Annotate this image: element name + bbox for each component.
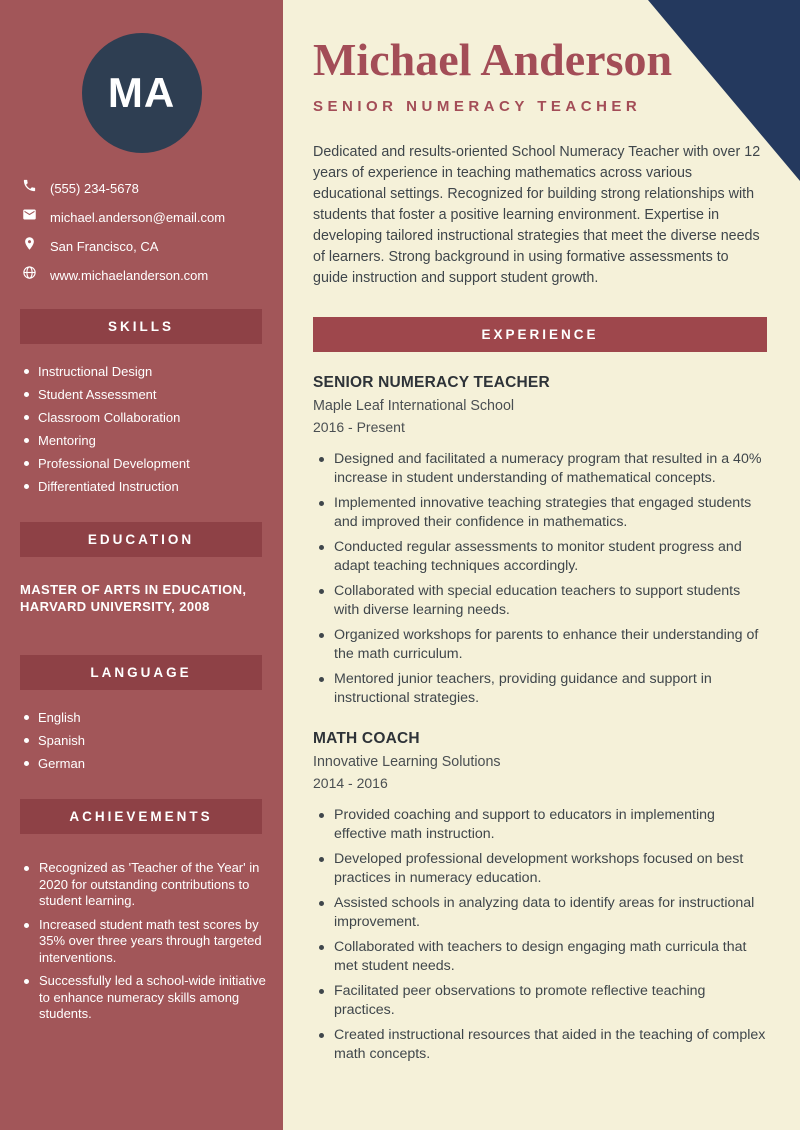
job-bullet: Mentored junior teachers, providing guidance and support in instructional strategies.: [313, 670, 767, 708]
email-address: michael.anderson@email.com: [50, 209, 226, 225]
language-section-header: [20, 655, 262, 690]
skill-item: Differentiated Instruction: [24, 479, 275, 494]
location-icon: [22, 236, 37, 256]
avatar: [82, 33, 202, 153]
achievement-item: Recognized as 'Teacher of the Year' in 2020 for outstanding contributions to student learning.: [24, 860, 273, 910]
globe-icon: [22, 265, 37, 285]
email-icon: [22, 207, 37, 227]
skills-section-header: [20, 309, 262, 344]
job-bullet: Assisted schools in analyzing data to identify areas for instructional improvement.: [313, 894, 767, 932]
job-bullet: Provided coaching and support to educators in implementing effective math instruction.: [313, 806, 767, 844]
experience-entry: [313, 374, 767, 708]
skill-item: Classroom Collaboration: [24, 410, 275, 425]
job-bullet: Facilitated peer observations to promote reflective teaching practices.: [313, 982, 767, 1020]
experience-title: EXPERIENCE: [481, 327, 599, 343]
achievements-section-header: [20, 799, 262, 834]
page-title: Michael Anderson: [313, 34, 673, 85]
skills-list: [24, 364, 275, 494]
contact-section: [22, 180, 283, 283]
skill-item: Professional Development: [24, 456, 275, 471]
main-column: [283, 0, 800, 1130]
job-bullet: Collaborated with teachers to design engaging math curricula that met student needs.: [313, 938, 767, 976]
contact-location: [22, 238, 283, 254]
contact-website: [22, 267, 283, 283]
job-headline: SENIOR NUMERACY TEACHER: [313, 98, 642, 116]
experience-entry: [313, 730, 767, 1064]
education-degree: MASTER OF ARTS IN EDUCATION, HARVARD UNIVERSITY, 2008: [20, 582, 247, 614]
skills-title: SKILLS: [107, 319, 174, 334]
skill-item: Student Assessment: [24, 387, 275, 402]
job-bullet: Developed professional development workshops focused on best practices in numeracy education.: [313, 850, 767, 888]
avatar-initials: MA: [107, 69, 176, 116]
job-dates: 2016 - Present: [313, 419, 405, 436]
job-dates: 2014 - 2016: [313, 775, 388, 792]
phone-number: (555) 234-5678: [50, 180, 139, 196]
sidebar: [0, 0, 283, 1130]
job-bullet: Collaborated with special education teachers to support students with diverse learning needs.: [313, 582, 767, 620]
job-bullet-list: [313, 806, 767, 1064]
experience-section-header: [313, 317, 767, 352]
skill-item: Instructional Design: [24, 364, 275, 379]
education-title: EDUCATION: [87, 532, 195, 547]
job-bullet: Implemented innovative teaching strategies that engaged students and improved their confidence in mathematics.: [313, 494, 767, 532]
job-company: Maple Leaf International School: [313, 398, 515, 415]
achievements-list: [24, 860, 273, 1023]
language-list: [24, 710, 275, 771]
achievements-title: ACHIEVEMENTS: [69, 809, 213, 824]
website-url: www.michaelanderson.com: [50, 267, 209, 283]
job-bullet: Organized workshops for parents to enhance their understanding of the math curriculum.: [313, 626, 767, 664]
language-item: English: [24, 710, 275, 725]
achievement-item: Successfully led a school-wide initiative to enhance numeracy skills among students.: [24, 973, 273, 1023]
job-role: MATH COACH: [313, 730, 420, 748]
achievement-item: Increased student math test scores by 35% over three years through targeted interventions.: [24, 917, 273, 967]
contact-phone: [22, 180, 283, 196]
job-bullet-list: [313, 450, 767, 708]
language-item: German: [24, 756, 275, 771]
skill-item: Mentoring: [24, 433, 275, 448]
job-bullet: Designed and facilitated a numeracy program that resulted in a 40% increase in student understanding of mathematical concepts.: [313, 450, 767, 488]
contact-email: [22, 209, 283, 225]
summary-paragraph: Dedicated and results-oriented School Numeracy Teacher with over 12 years of experience in teaching mathematics across various educational settings. Recognized for building strong relationships with students that foster a positive learning environment. Expertise in developing tailored instructional strategies that meet the diverse needs of learners. Strong background in using formative assessments to guide instruction and support student growth.: [313, 144, 761, 287]
language-title: LANGUAGE: [90, 665, 192, 680]
job-company: Innovative Learning Solutions: [313, 754, 501, 771]
language-item: Spanish: [24, 733, 275, 748]
location-text: San Francisco, CA: [50, 238, 159, 254]
education-section-header: [20, 522, 262, 557]
phone-icon: [22, 178, 37, 198]
job-bullet: Created instructional resources that aided in the teaching of complex math concepts.: [313, 1026, 767, 1064]
job-role: SENIOR NUMERACY TEACHER: [313, 374, 550, 392]
job-bullet: Conducted regular assessments to monitor student progress and adapt teaching techniques accordingly.: [313, 538, 767, 576]
